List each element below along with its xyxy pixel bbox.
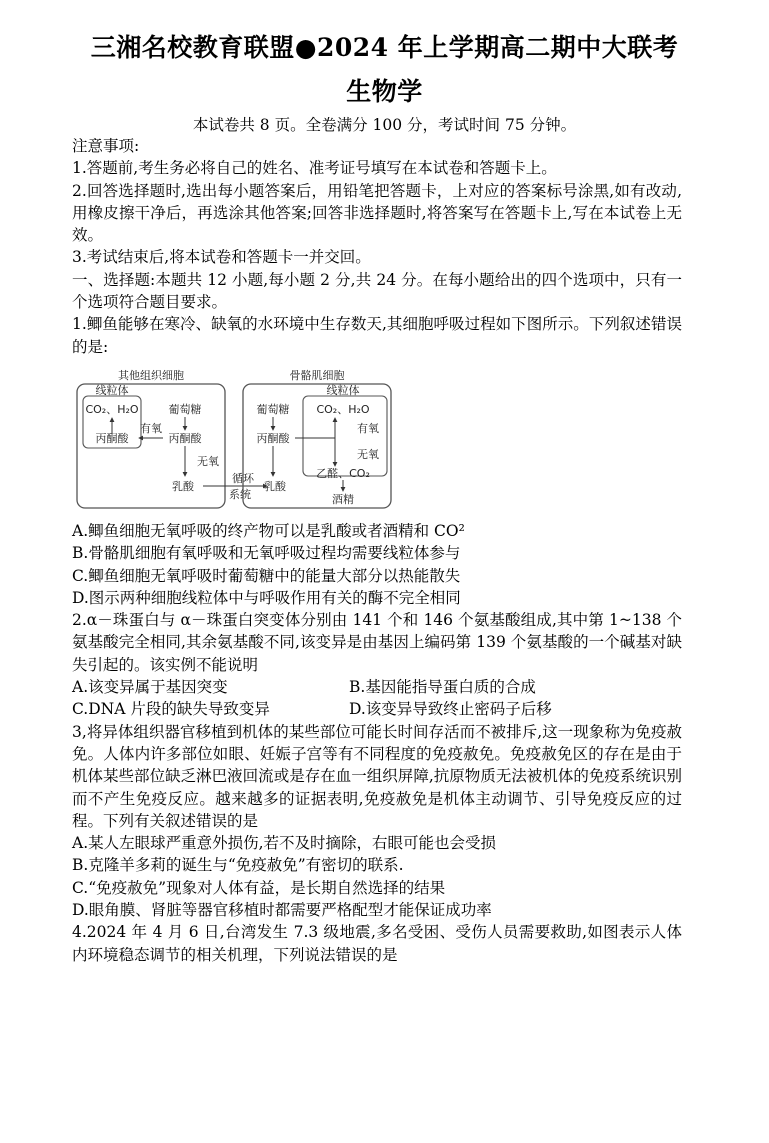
circulation-2: 系统 bbox=[229, 488, 251, 501]
left-pyruvate: 丙酮酸 bbox=[168, 432, 202, 445]
right-aerobic: 有氧 bbox=[357, 422, 379, 435]
q1-option-d: D.图示两种细胞线粒体中与呼吸作用有关的酶不完全相同 bbox=[72, 588, 461, 607]
right-cell-title: 骨骼肌细胞 bbox=[289, 369, 345, 382]
q2-options-row-1 bbox=[72, 676, 682, 698]
note-item: 2.回答选择题时,选出每小题答案后，用铅笔把答题卡，上对应的答案标号涂黑,如有改动,用橡皮擦干净后，再选涂其他答案;回答非选择题时,将答案写在答题卡上,写在本试卷上无效。 bbox=[72, 181, 682, 245]
right-acetaldehyde: 乙醛、CO₂ bbox=[316, 467, 370, 480]
q3-option-b: B.克隆羊多莉的诞生与“免疫赦免”有密切的联系. bbox=[72, 856, 404, 875]
left-aerobic: 有氧 bbox=[140, 422, 162, 435]
right-pyruvate: 丙酮酸 bbox=[256, 432, 290, 445]
right-mito-label: 线粒体 bbox=[326, 384, 360, 397]
q3-option-a: A.某人左眼球严重意外损伤,若不及时摘除，右眼可能也会受损 bbox=[72, 834, 497, 853]
left-glucose: 葡萄糖 bbox=[168, 403, 202, 416]
q2-option-b: B.基因能指导蛋白质的合成 bbox=[349, 678, 536, 697]
section-heading: 一、选择题:本题共 12 小题,每小题 2 分,共 24 分。在每小题给出的四个选项中，只有一个选项符合题目要求。 bbox=[72, 270, 682, 312]
q1-option-c: C.鲫鱼细胞无氧呼吸时葡萄糖中的能量大部分以热能散失 bbox=[72, 566, 461, 585]
q2-option-c: C.DNA 片段的缺失导致变异 bbox=[72, 700, 270, 719]
notes-block bbox=[72, 135, 682, 358]
right-ethanol: 酒精 bbox=[332, 493, 354, 506]
left-lactate: 乳酸 bbox=[172, 480, 194, 493]
q3-option-c: C.“免疫赦免”现象对人体有益，是长期自然选择的结果 bbox=[72, 878, 446, 897]
left-mito-pyruvate: 丙酮酸 bbox=[95, 432, 129, 445]
notes-heading: 注意事项: bbox=[72, 137, 140, 155]
q2-options-row-2 bbox=[72, 698, 682, 720]
left-co2h2o: CO₂、H₂O bbox=[85, 403, 139, 416]
q1-option-b: B.骨骼肌细胞有氧呼吸和无氧呼吸过程均需要线粒体参与 bbox=[72, 544, 461, 563]
left-mito-label: 线粒体 bbox=[95, 384, 129, 397]
right-anaerobic: 无氧 bbox=[357, 448, 379, 461]
left-anaerobic: 无氧 bbox=[197, 455, 219, 468]
q1-option-a: A.鲫鱼细胞无氧呼吸的终产物可以是乳酸或者酒精和 CO² bbox=[72, 522, 465, 540]
right-co2h2o: CO₂、H₂O bbox=[316, 403, 370, 416]
note-item: 3.考试结束后,将本试卷和答题卡一并交回。 bbox=[72, 248, 371, 267]
subject-title: 生物学 bbox=[346, 77, 423, 106]
exam-title: 三湘名校教育联盟●2024 年上学期高二期中大联考 bbox=[90, 33, 679, 62]
question-2-stem: 2.α－珠蛋白与 α－珠蛋白突变体分别由 141 个和 146 个氨基酸组成,其中第 1~138 个氨基酸完全相同,其余氨基酸不同,该变异是由基因上编码第 139 个氨基酸的一个碱基对缺失引起的。该实例不能说明 bbox=[72, 611, 682, 674]
left-cell-title: 其他组织细胞 bbox=[118, 369, 184, 382]
question-3-stem: 3,将异体组织器官移植到机体的某些部位可能长时间存活而不被排斥,这一现象称为免疫赦免。人体内许多部位如眼、妊娠子宫等有不同程度的免疫赦免。免疫赦免区的存在是由于机体某些部位缺乏淋巴液回流或是存在血一组织屏障,抗原物质无法被机体的免疫系统识别而不产生免疫反应。越来越多的证据表明,免疫赦免是机体主动调节、引导免疫反应的过程。下列有关叙述错误的是 bbox=[72, 722, 682, 830]
q2-option-a: A.该变异属于基因突变 bbox=[72, 678, 228, 697]
right-lactate: 乳酸 bbox=[264, 480, 286, 493]
circulation-1: 循环 bbox=[232, 472, 254, 485]
questions-block bbox=[72, 520, 682, 966]
right-glucose: 葡萄糖 bbox=[256, 403, 290, 416]
question-4-stem: 4.2024 年 4 月 6 日,台湾发生 7.3 级地震,多名受困、受伤人员需要救助,如图表示人体内环境稳态调节的相关机理，下列说法错误的是 bbox=[72, 923, 682, 964]
q3-option-d: D.眼角膜、肾脏等器官移植时都需要严格配型才能保证成功率 bbox=[72, 901, 492, 920]
q2-option-d: D.该变异导致终止密码子后移 bbox=[349, 700, 552, 719]
respiration-diagram-svg bbox=[75, 366, 393, 512]
respiration-diagram bbox=[75, 366, 393, 512]
note-item: 1.答题前,考生务必将自己的姓名、准考证号填写在本试卷和答题卡上。 bbox=[72, 159, 557, 178]
question-1-stem: 1.鲫鱼能够在寒冷、缺氧的水环境中生存数天,其细胞呼吸过程如下图所示。下列叙述错误的是: bbox=[72, 315, 682, 356]
exam-info: 本试卷共 8 页。全卷满分 100 分，考试时间 75 分钟。 bbox=[192, 116, 577, 134]
